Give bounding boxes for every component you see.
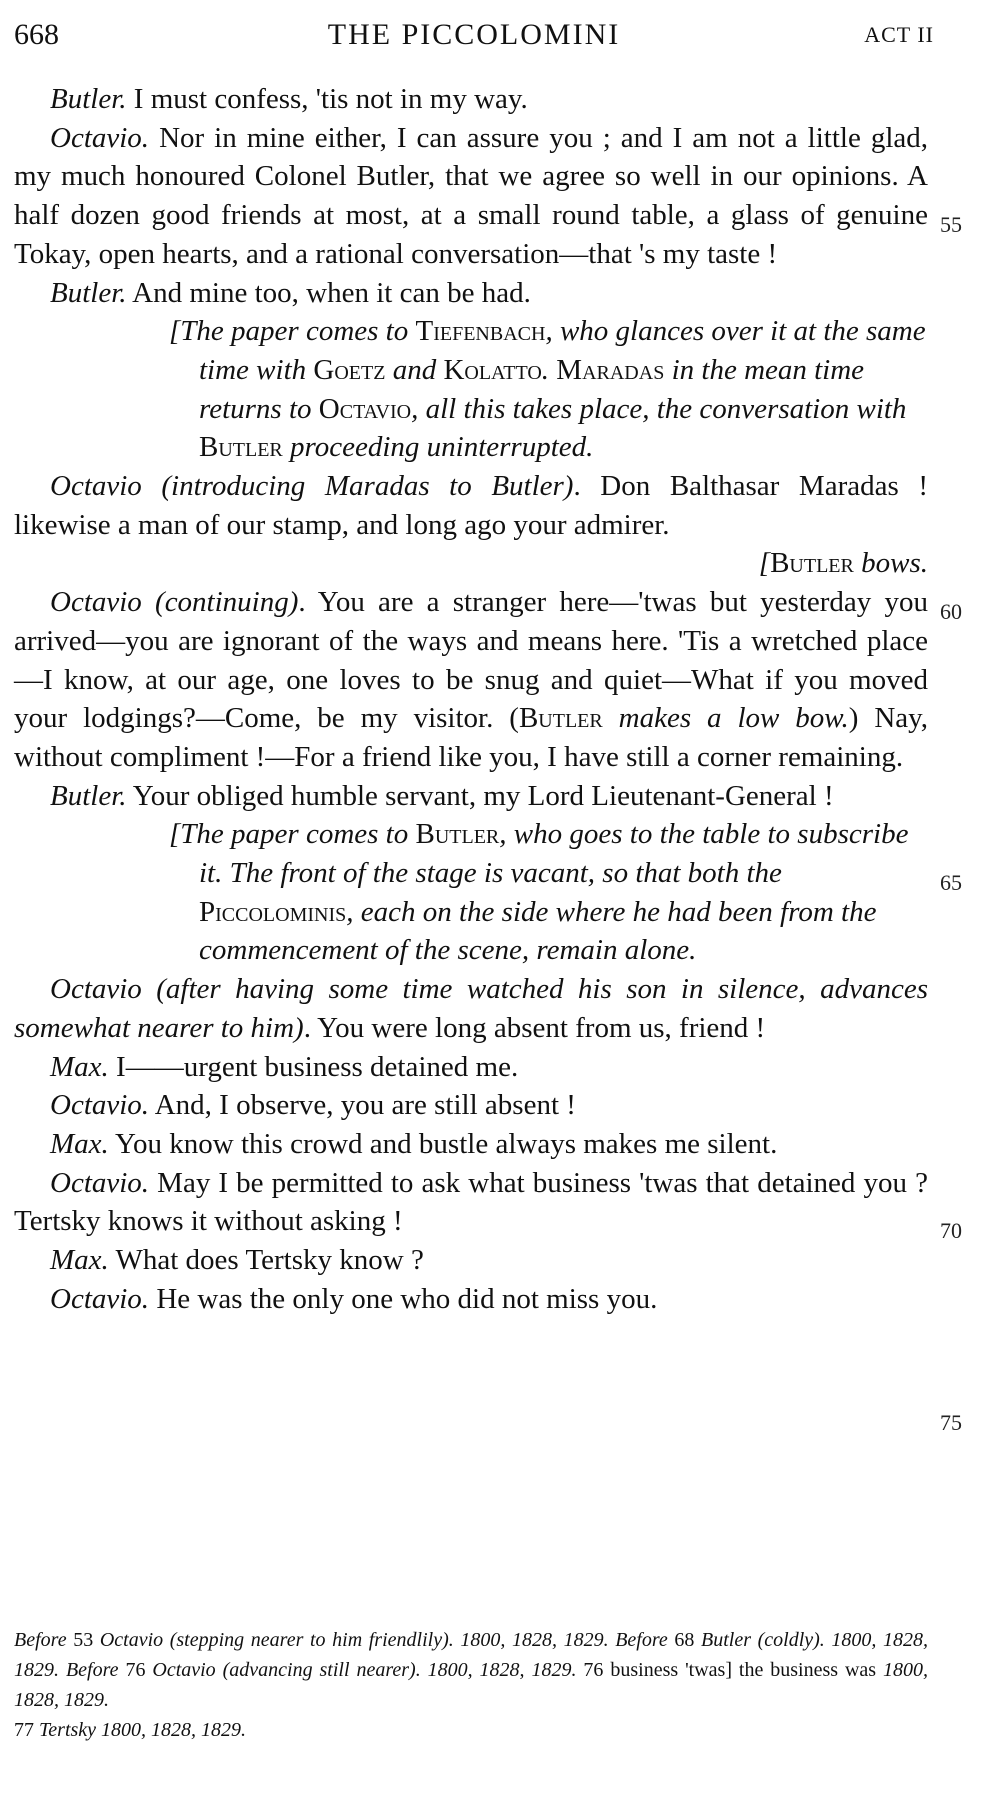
- speech-text: And, I observe, you are still absent !: [149, 1089, 576, 1122]
- running-title: THE PICCOLOMINI: [327, 18, 621, 51]
- sd-text: [: [758, 547, 771, 580]
- character-name: Butler: [415, 818, 500, 851]
- stage-direction-inline: (continuing): [141, 586, 299, 619]
- character-name: Tiefenbach: [415, 315, 546, 348]
- note-part: 76: [118, 1659, 153, 1681]
- line-number: 55: [940, 212, 962, 237]
- speech-text: Your obliged humble servant, my Lord Lieutenant-General !: [126, 779, 834, 812]
- character-name: Goetz: [313, 353, 386, 386]
- stage-direction: [169, 815, 928, 970]
- character-name: Butler: [518, 702, 603, 735]
- speech-text: . You are a stranger here—'twas but yesterday you arrived—you are ignorant of the ways and means here. 'Tis a wretched place—I know, at our age, one loves to be snug and quiet—What if you moved your lodgings?—Come, be my visitor. (: [14, 586, 928, 735]
- speaker: Max.: [50, 1127, 109, 1160]
- sd-text: [The paper comes to: [169, 818, 416, 851]
- speech-text: May I be permitted to ask what business 'twas that detained you ? Tertsky knows it without asking !: [14, 1166, 928, 1238]
- sd-text: [The paper comes to: [169, 315, 416, 348]
- sd-text: proceeding uninterrupted.: [282, 431, 594, 464]
- speech: [14, 274, 928, 313]
- speech: [14, 970, 928, 1047]
- speaker: Octavio: [50, 470, 142, 503]
- play-text: [14, 80, 928, 1319]
- speech-text: And mine too, when it can be had.: [126, 276, 531, 309]
- note-part: 77: [14, 1719, 39, 1741]
- speaker: Butler.: [50, 276, 127, 309]
- note-part: Butler (coldly). 1800, 1828, 1829.: [14, 1629, 929, 1681]
- note-part: Octavio (advancing still nearer). 1800, 1828, 1829.: [152, 1659, 577, 1681]
- note-part: Before: [14, 1629, 67, 1651]
- stage-direction: [14, 544, 928, 583]
- speech: [14, 1086, 928, 1125]
- character-name: Butler: [199, 431, 283, 464]
- line-number: 60: [940, 599, 962, 624]
- footnotes: [14, 1625, 928, 1745]
- speech-text: . You were long absent from us, friend !: [303, 1011, 766, 1044]
- character-name: Butler: [770, 547, 854, 580]
- sd-text: , all this takes place, the conversation with: [411, 392, 907, 425]
- line-number: 75: [940, 1410, 962, 1435]
- note-part: Before: [615, 1629, 668, 1651]
- speaker: Max.: [50, 1244, 109, 1277]
- speech: [14, 1241, 928, 1280]
- speech-text: Nor in mine either, I can assure you ; and I am not a little glad, my much honoured Colonel Butler, that we agree so well in our opinions. A half dozen good friends at most, at a small round table, a glass of genuine Tokay, open hearts, and a rational conversation—that 's my taste !: [14, 121, 928, 270]
- note-part: 1800, 1828, 1829.: [14, 1659, 929, 1711]
- speaker: Octavio.: [50, 1166, 150, 1199]
- note-part: 53: [66, 1629, 100, 1651]
- speech: [14, 1164, 928, 1241]
- speaker: Octavio.: [50, 121, 150, 154]
- sd-text: bows.: [853, 547, 928, 580]
- sd-text: in the mean time returns to: [199, 353, 865, 425]
- speech: [14, 80, 928, 119]
- sd-text: , who glances over it at the same time with: [199, 315, 926, 386]
- speaker: Octavio: [50, 973, 142, 1006]
- character-name: Kolatto: [443, 353, 542, 386]
- speech-text: He was the only one who did not miss you.: [149, 1282, 658, 1315]
- speech-text: ) Nay, without compliment !—For a friend like you, I have still a corner remaining.: [14, 702, 928, 773]
- note-part: 68: [667, 1629, 702, 1651]
- speaker: Max.: [50, 1050, 109, 1083]
- stage-direction-inline: (introducing Maradas to Butler): [141, 470, 574, 503]
- footnote-text: [14, 1625, 928, 1745]
- speech: [14, 777, 928, 816]
- character-name: Octavio: [318, 392, 412, 425]
- note-part: Before: [65, 1659, 119, 1681]
- running-header: [14, 18, 934, 58]
- note-part: Tertsky 1800, 1828, 1829.: [39, 1719, 247, 1741]
- speech: [14, 1125, 928, 1164]
- speaker: Butler.: [50, 779, 127, 812]
- sd-text: and: [385, 353, 444, 386]
- speech-text: What does Tertsky know ?: [108, 1244, 424, 1277]
- speech-text: . Don Balthasar Maradas ! likewise a man of our stamp, and long ago your admirer.: [14, 470, 928, 541]
- speech: [14, 119, 928, 274]
- speech: [14, 1048, 928, 1087]
- stage-direction: [169, 312, 928, 467]
- act-label: ACT II: [864, 22, 934, 47]
- speaker: Octavio.: [50, 1282, 150, 1315]
- sd-text: , who goes to the table to subscribe it. The front of the stage is vacant, so that both the: [199, 818, 909, 890]
- note-part: Octavio (stepping nearer to him friendlily). 1800, 1828, 1829.: [99, 1629, 609, 1651]
- speaker: Octavio.: [50, 1089, 150, 1122]
- stage-direction-inline: (after having some time watched his son in silence, advances somewhat nearer to him): [14, 973, 928, 1044]
- speech-text: I must confess, 'tis not in my way.: [126, 83, 528, 115]
- speaker: Octavio: [50, 586, 142, 619]
- note-part: 76 business 'twas] the business was: [583, 1659, 884, 1681]
- speech: [14, 467, 928, 544]
- character-name: Maradas: [556, 353, 665, 386]
- line-number: 70: [940, 1218, 962, 1243]
- line-number: 65: [940, 870, 962, 895]
- speech-text: You know this crowd and bustle always makes me silent.: [108, 1127, 778, 1160]
- sd-text: , each on the side where he had been from the commencement of the scene, remain alone.: [199, 895, 877, 967]
- stage-direction-inline: makes a low bow.: [602, 702, 849, 735]
- speech-text: I——urgent business detained me.: [108, 1050, 519, 1083]
- character-name: Piccolominis: [199, 895, 347, 928]
- speaker: Butler.: [50, 83, 127, 115]
- speech: [14, 583, 928, 777]
- sd-text: .: [541, 353, 557, 386]
- page-number: 668: [14, 18, 59, 51]
- speech: [14, 1280, 928, 1319]
